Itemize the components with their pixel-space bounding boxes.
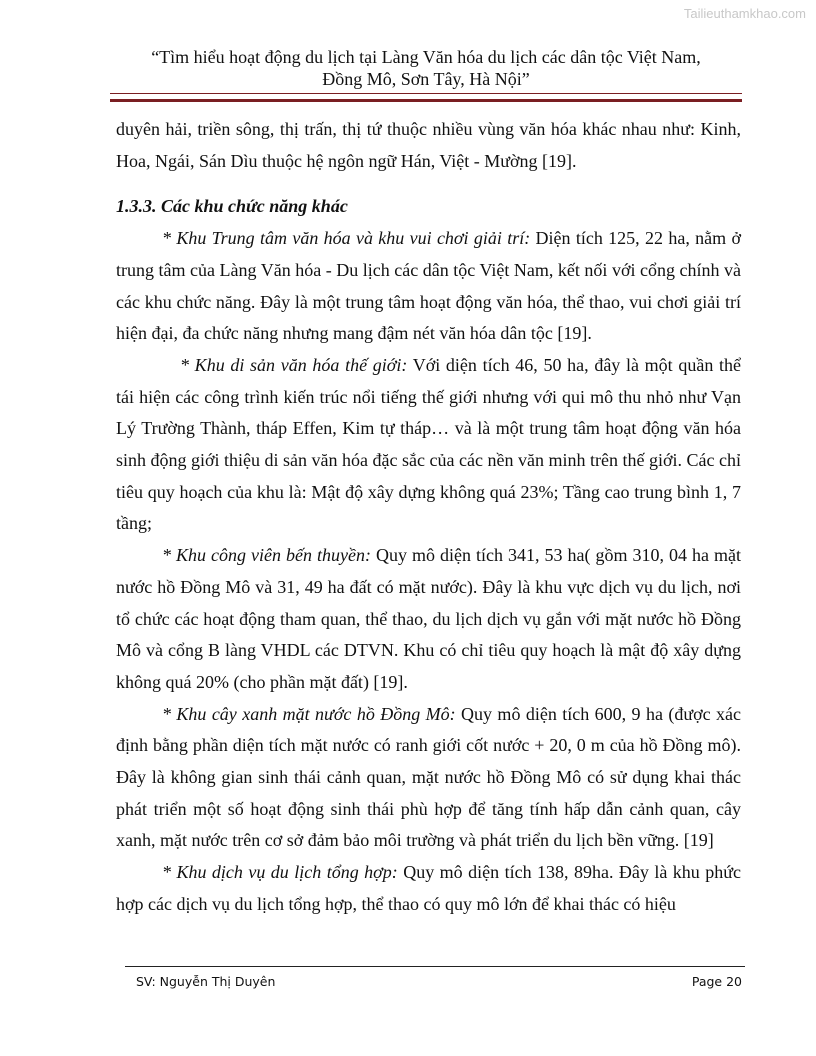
paragraph-world-heritage	[116, 350, 741, 540]
footer-author: SV: Nguyễn Thị Duyên	[136, 974, 276, 989]
section-heading: 1.3.3. Các khu chức năng khác	[116, 196, 348, 217]
paragraph-culture-center	[116, 223, 741, 350]
page-header	[110, 46, 742, 90]
paragraph-text: Quy mô diện tích 600, 9 ha (được xác định bằng phần diện tích mặt nước có ranh giới cốt nước + 20, 0 m của hồ Đồng mô). Đây là không gian sinh thái cảnh quan, mặt nước hồ Đồng Mô có sử dụng khai thác phát triển một số hoạt động sinh thái phù hợp để tăng tính hấp dẫn cảnh quan, cây xanh, mặt nước trên cơ sở đảm bảo môi trường và phát triển du lịch bền vững. [19]	[116, 703, 741, 851]
document-body	[116, 114, 741, 921]
paragraph-lead: * Khu di sản văn hóa thế giới:	[180, 354, 408, 375]
watermark: Tailieuthamkhao.com	[683, 6, 806, 21]
page-number: Page 20	[691, 974, 742, 989]
paragraph-lead: * Khu Trung tâm văn hóa và khu vui chơi giải trí:	[162, 228, 531, 249]
header-title-line-2: Đồng Mô, Sơn Tây, Hà Nội”	[322, 69, 530, 89]
paragraph-continued: duyên hải, triền sông, thị trấn, thị tứ thuộc nhiều vùng văn hóa khác nhau như: Kinh, Hoa, Ngái, Sán Dìu thuộc hệ ngôn ngữ Hán, Việt - Mường [19].	[116, 119, 741, 171]
paragraph-text: Diện tích 125, 22 ha, nằm ở trung tâm của Làng Văn hóa - Du lịch các dân tộc Việt Nam, kết nối với cổng chính và các khu chức năng. Đây là một trung tâm hoạt động văn hóa, thể thao, vui chơi giải trí hiện đại, đa chức năng nhưng mang đậm nét văn hóa dân tộc [19].	[116, 228, 742, 344]
footer-divider	[125, 966, 745, 967]
paragraph-text: Quy mô diện tích 341, 53 ha( gồm 310, 04 ha mặt nước hồ Đồng Mô và 31, 49 ha đất có mặt nước). Đây là khu vực dịch vụ du lịch, nơi tổ chức các hoạt động tham quan, thể thao, du lịch dịch vụ gắn với mặt nước hồ Đồng Mô và cổng B làng VHDL các DTVN. Khu có chỉ tiêu quy hoạch là mật độ xây dựng không quá 20% (cho phần mặt đất) [19].	[116, 545, 742, 692]
header-title-line-1: “Tìm hiểu hoạt động du lịch tại Làng Văn hóa du lịch các dân tộc Việt Nam,	[151, 47, 701, 67]
paragraph-text: Quy mô diện tích 138, 89ha. Đây là khu phức hợp các dịch vụ du lịch tổng hợp, thể thao có quy mô lớn để khai thác có hiệu	[116, 862, 742, 914]
paragraph-lake-green	[116, 699, 741, 858]
paragraph-lead: * Khu dịch vụ du lịch tổng hợp:	[162, 862, 398, 883]
paragraph-tourism-services	[116, 857, 741, 920]
paragraph-text: Với diện tích 46, 50 ha, đây là một quần thể tái hiện các công trình kiến trúc nổi tiếng thế giới nhưng với qui mô thu nhỏ như Vạn Lý Trường Thành, tháp Effen, Kim tự tháp… và là một trung tâm hoạt động văn hóa sinh động giới thiệu di sản văn hóa đặc sắc của các nền văn minh trên thế giới. Các chỉ tiêu quy hoạch của khu là: Mật độ xây dựng không quá 23%; Tầng cao trung bình 1, 7 tầng;	[116, 354, 742, 534]
paragraph-lead: * Khu cây xanh mặt nước hồ Đồng Mô:	[162, 703, 456, 724]
paragraph-boat-park	[116, 540, 741, 699]
header-divider	[110, 93, 742, 102]
page-footer	[136, 974, 742, 989]
paragraph-lead: * Khu công viên bến thuyền:	[162, 545, 371, 566]
